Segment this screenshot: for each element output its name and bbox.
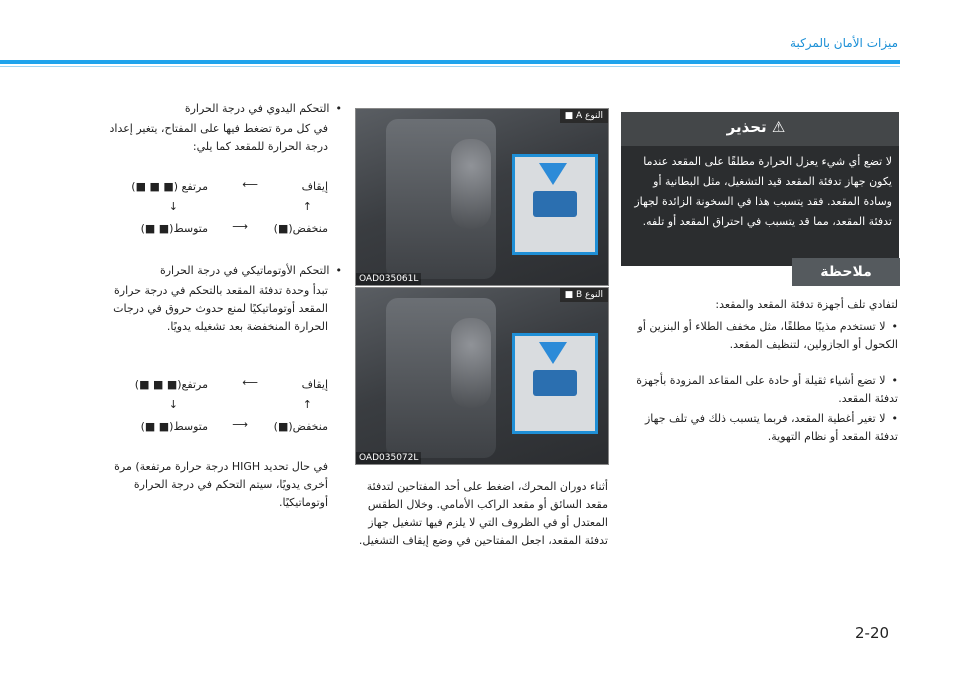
arrow-down-icon: ↓	[168, 398, 178, 411]
seq-off-label-2: إيقاف	[301, 378, 328, 391]
arrow-up-icon: ↑	[302, 398, 312, 411]
high-setting-note: في حال تحديد HIGH درجة حرارة مرتفعة) مرة أخرى يدويًا، سيتم التحكم في درجة الحرارة أوتوماتيكيًا.	[114, 460, 328, 509]
photo-type-tag: النوع A ■	[560, 109, 608, 123]
manual-sequence	[92, 180, 328, 240]
seq-medium-label-2: متوسط(■ ■)	[140, 420, 208, 433]
notice-item: • لا تستخدم مذيبًا مطلقًا، مثل مخفف الطلاء أو البنزين أو الكحول أو الجازولين، لتنظيف المقعد.	[626, 318, 898, 354]
photo-code: OAD035072L	[356, 452, 421, 464]
warning-text: لا تضع أي شيء يعزل الحرارة مطلقًا على المقعد عندما يكون جهاز تدفئة المقعد قيد التشغيل، مثل البطانية أو وسادة المقعد. فقد يتسبب هذا في السخونة الزائدة لجهاز تدفئة المقعد، مما قد يتسبب في احتراق المقعد أو تلفه.	[634, 155, 892, 228]
photo-code: OAD035061L	[356, 273, 421, 285]
notice-intro: لتفادي تلف أجهزة تدفئة المقعد والمقعد:	[715, 298, 898, 311]
notice-item: • لا تغير أغطية المقعد، فربما يتسبب ذلك في تلف جهاز تدفئة المقعد أو نظام التهوية.	[626, 410, 898, 446]
seat-heater-button-image	[533, 191, 577, 217]
photo-caption: أثناء دوران المحرك، اضغط على أحد المفتاحين لتدفئة مقعد السائق أو مقعد الراكب الأمامي. وخلال الطقس المعتدل أو في الظروف التي لا يلزم فيها تشغيل جهاز تدفئة المقعد، اجعل المفتاحين في وضع إيقاف التشغيل.	[358, 480, 608, 547]
arrow-left-icon: ⟵	[242, 178, 258, 191]
seq-high-label-2: مرتفع(■ ■ ■)	[134, 378, 208, 391]
arrow-down-icon	[539, 342, 567, 364]
seq-low-label-2: منخفض(■)	[273, 420, 328, 433]
seq-low-label: منخفض(■)	[273, 222, 328, 235]
arrow-right-icon: ⟶	[232, 220, 248, 233]
auto-sequence	[92, 378, 328, 438]
notice-item: • لا تضع أشياء ثقيلة أو حادة على المقاعد المزودة بأجهزة تدفئة المقعد.	[626, 372, 898, 408]
seat-heater-button-image	[533, 370, 577, 396]
page-number: 2-20	[855, 624, 890, 642]
photo-type-tag: النوع B ■	[560, 288, 608, 302]
header-rule	[0, 60, 900, 64]
manual-control-body: في كل مرة تضغط فيها على المفتاح، يتغير إعداد درجة الحرارة للمقعد كما يلي:	[109, 122, 328, 153]
seq-off-label: إيقاف	[301, 180, 328, 193]
notice-title: ملاحظة	[792, 258, 900, 286]
warning-triangle-icon: ⚠	[771, 118, 786, 136]
switch-panel	[512, 333, 598, 434]
arrow-up-icon: ↑	[302, 200, 312, 213]
warning-title: ⚠ تحذير	[726, 118, 786, 136]
gear-shifter	[451, 318, 491, 408]
switch-panel	[512, 154, 598, 255]
arrow-right-icon: ⟶	[232, 418, 248, 431]
arrow-left-icon: ⟵	[242, 376, 258, 389]
arrow-down-icon	[539, 163, 567, 185]
header-rule-thin	[0, 66, 900, 67]
manual-control-title: • التحكم اليدوي في درجة الحرارة	[92, 100, 342, 118]
auto-control-body: تبدأ وحدة تدفئة المقعد بالتحكم في درجة حرارة المقعد أوتوماتيكيًا لمنع حدوث حروق في درجات الحرارة المنخفضة بعد تشغيله يدويًا.	[113, 284, 328, 333]
arrow-down-icon: ↓	[168, 200, 178, 213]
section-title: ميزات الأمان بالمركبة	[790, 36, 898, 50]
photo-type-a	[355, 108, 609, 286]
seq-high-label: مرتفع (■ ■ ■)	[131, 180, 208, 193]
auto-control-title: • التحكم الأوتوماتيكي في درجة الحرارة	[92, 262, 342, 280]
seq-medium-label: متوسط(■ ■)	[140, 222, 208, 235]
gear-shifter	[451, 139, 491, 229]
photo-type-b	[355, 287, 609, 465]
